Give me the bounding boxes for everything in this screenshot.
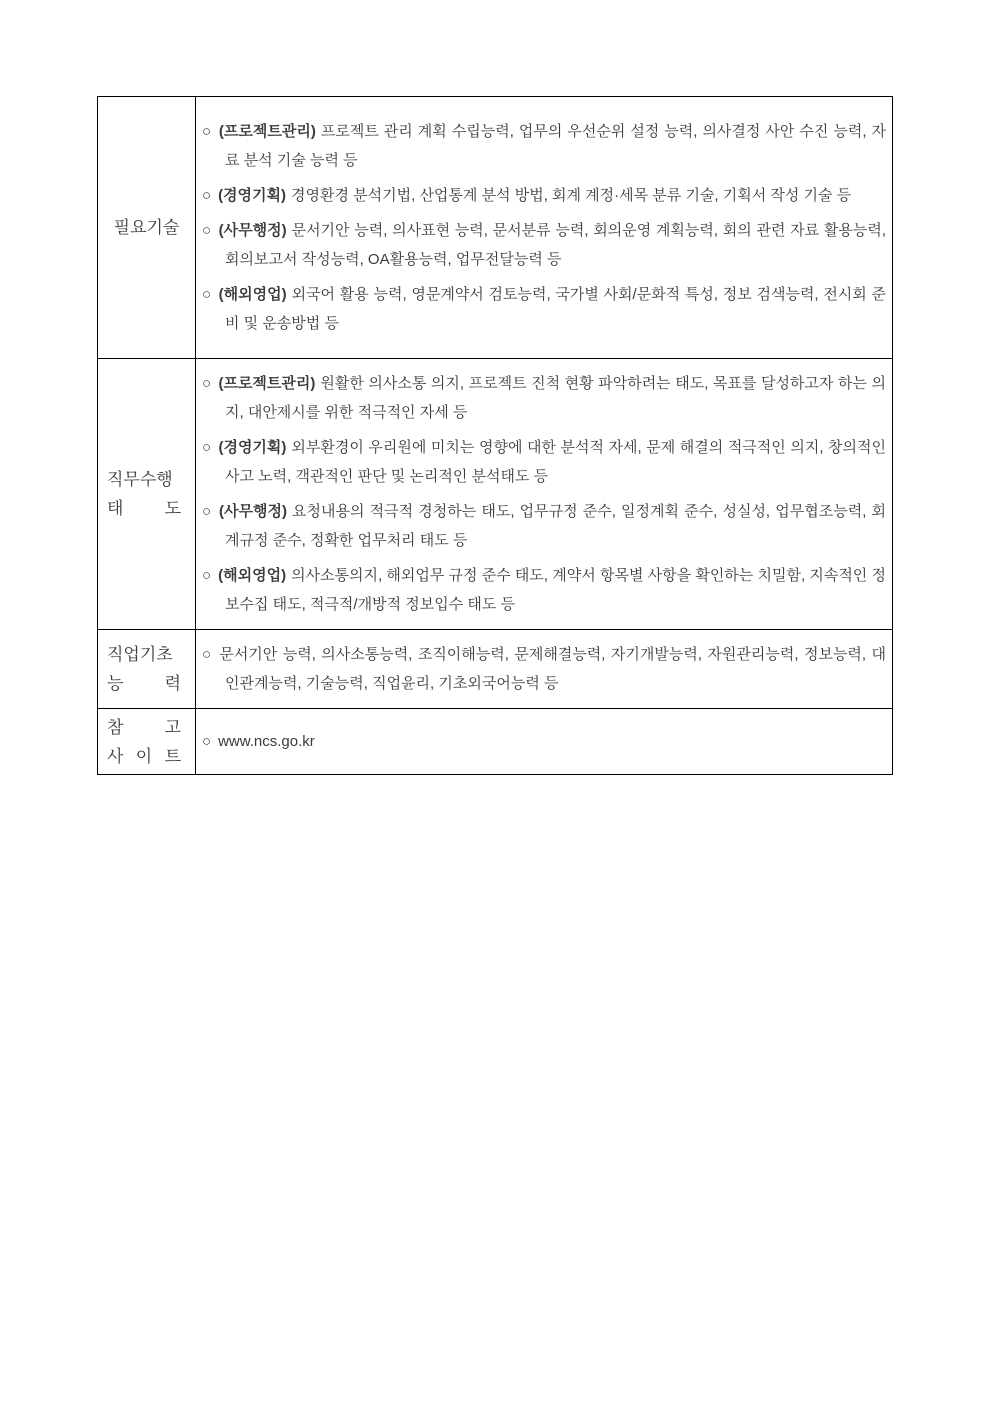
bullet-tag: (프로젝트관리) — [218, 123, 316, 140]
bullet-item — [202, 216, 886, 274]
row-label-required-skills — [98, 97, 196, 359]
row-label-line: 사 이 트 — [107, 746, 181, 766]
table-row-basic-vocational-competency — [98, 630, 893, 709]
bullet-text: 문서기안 능력, 의사표현 능력, 문서분류 능력, 회의운영 계획능력, 회의 관련 자료 활용능력, 회의보고서 작성능력, OA활용능력, 업무전달능력 등 — [225, 222, 887, 268]
row-label-line: 직무수행 — [107, 470, 173, 489]
row-label-line: 참 고 — [107, 717, 181, 737]
bullet-item — [202, 433, 886, 491]
bullet-marker: ○ — [202, 187, 212, 204]
bullet-text: 프로젝트 관리 계획 수립능력, 업무의 우선순위 설정 능력, 의사결정 사안 수진 능력, 자료 분석 기술 능력 등 — [225, 123, 886, 169]
bullet-marker: ○ — [202, 503, 213, 520]
table-row-reference-site — [98, 709, 893, 775]
bullet-item — [202, 561, 886, 619]
bullet-text: 원활한 의사소통 의지, 프로젝트 진척 현황 파악하려는 태도, 목표를 달성하고자 하는 의지, 대안제시를 위한 적극적인 자세 등 — [225, 375, 886, 421]
table-row-job-attitude — [98, 359, 893, 630]
bullet-tag: (해외영업) — [218, 567, 287, 584]
bullet-tag: (경영기획) — [218, 439, 287, 456]
bullet-text: 경영환경 분석기법, 산업통계 분석 방법, 회계 계정·세목 분류 기술, 기획서 작성 기술 등 — [291, 187, 852, 204]
bullet-item — [202, 727, 886, 756]
bullet-text: 요청내용의 적극적 경청하는 태도, 업무규정 준수, 일정계획 준수, 성실성, 업무협조능력, 회계규정 준수, 정확한 업무처리 태도 등 — [225, 503, 886, 549]
bullet-marker: ○ — [202, 375, 212, 392]
table-row-required-skills — [98, 97, 893, 359]
row-label-line: 태 도 — [107, 499, 181, 518]
bullet-item — [202, 497, 886, 555]
bullet-text: 문서기안 능력, 의사소통능력, 조직이해능력, 문제해결능력, 자기개발능력, 자원관리능력, 정보능력, 대인관계능력, 기술능력, 직업윤리, 기초외국어능력 등 — [219, 646, 887, 692]
bullet-text: 외부환경이 우리원에 미치는 영향에 대한 분석적 자세, 문제 해결의 적극적인 의지, 창의적인 사고 노력, 객관적인 판단 및 논리적인 분석태도 등 — [225, 439, 886, 485]
bullet-text: 외국어 활용 능력, 영문계약서 검토능력, 국가별 사회/문화적 특성, 정보 검색능력, 전시회 준비 및 운송방법 등 — [225, 286, 887, 332]
bullet-item — [202, 280, 886, 338]
row-content-reference-site — [196, 709, 893, 775]
bullet-marker: ○ — [202, 286, 212, 303]
bullet-tag: (사무행정) — [218, 222, 287, 239]
bullet-item — [202, 369, 886, 427]
bullet-tag: (해외영업) — [218, 286, 287, 303]
bullet-marker: ○ — [202, 646, 213, 663]
bullet-item — [202, 640, 886, 698]
row-label-line: 직업기초 — [107, 645, 173, 664]
row-content-job-attitude — [196, 359, 893, 630]
row-label-job-attitude — [98, 359, 196, 630]
row-label-line: 능 력 — [107, 674, 181, 693]
row-label-line: 필요기술 — [113, 218, 180, 237]
bullet-marker: ○ — [202, 439, 212, 456]
row-label-basic-vocational-competency — [98, 630, 196, 709]
bullet-tag: (프로젝트관리) — [218, 375, 316, 392]
bullet-text: 의사소통의지, 해외업무 규정 준수 태도, 계약서 항목별 사항을 확인하는 치밀함, 지속적인 정보수집 태도, 적극적/개방적 정보입수 태도 등 — [225, 567, 886, 613]
row-content-basic-vocational-competency — [196, 630, 893, 709]
bullet-marker: ○ — [202, 123, 212, 140]
bullet-marker: ○ — [202, 567, 212, 584]
bullet-marker: ○ — [202, 733, 212, 750]
bullet-tag: (사무행정) — [219, 503, 287, 520]
reference-site-url: www.ncs.go.kr — [218, 733, 315, 750]
bullet-item — [202, 117, 886, 175]
job-spec-table — [97, 96, 893, 775]
row-label-reference-site — [98, 709, 196, 775]
bullet-tag: (경영기획) — [218, 187, 287, 204]
bullet-marker: ○ — [202, 222, 212, 239]
row-content-required-skills — [196, 97, 893, 359]
bullet-item — [202, 181, 886, 210]
